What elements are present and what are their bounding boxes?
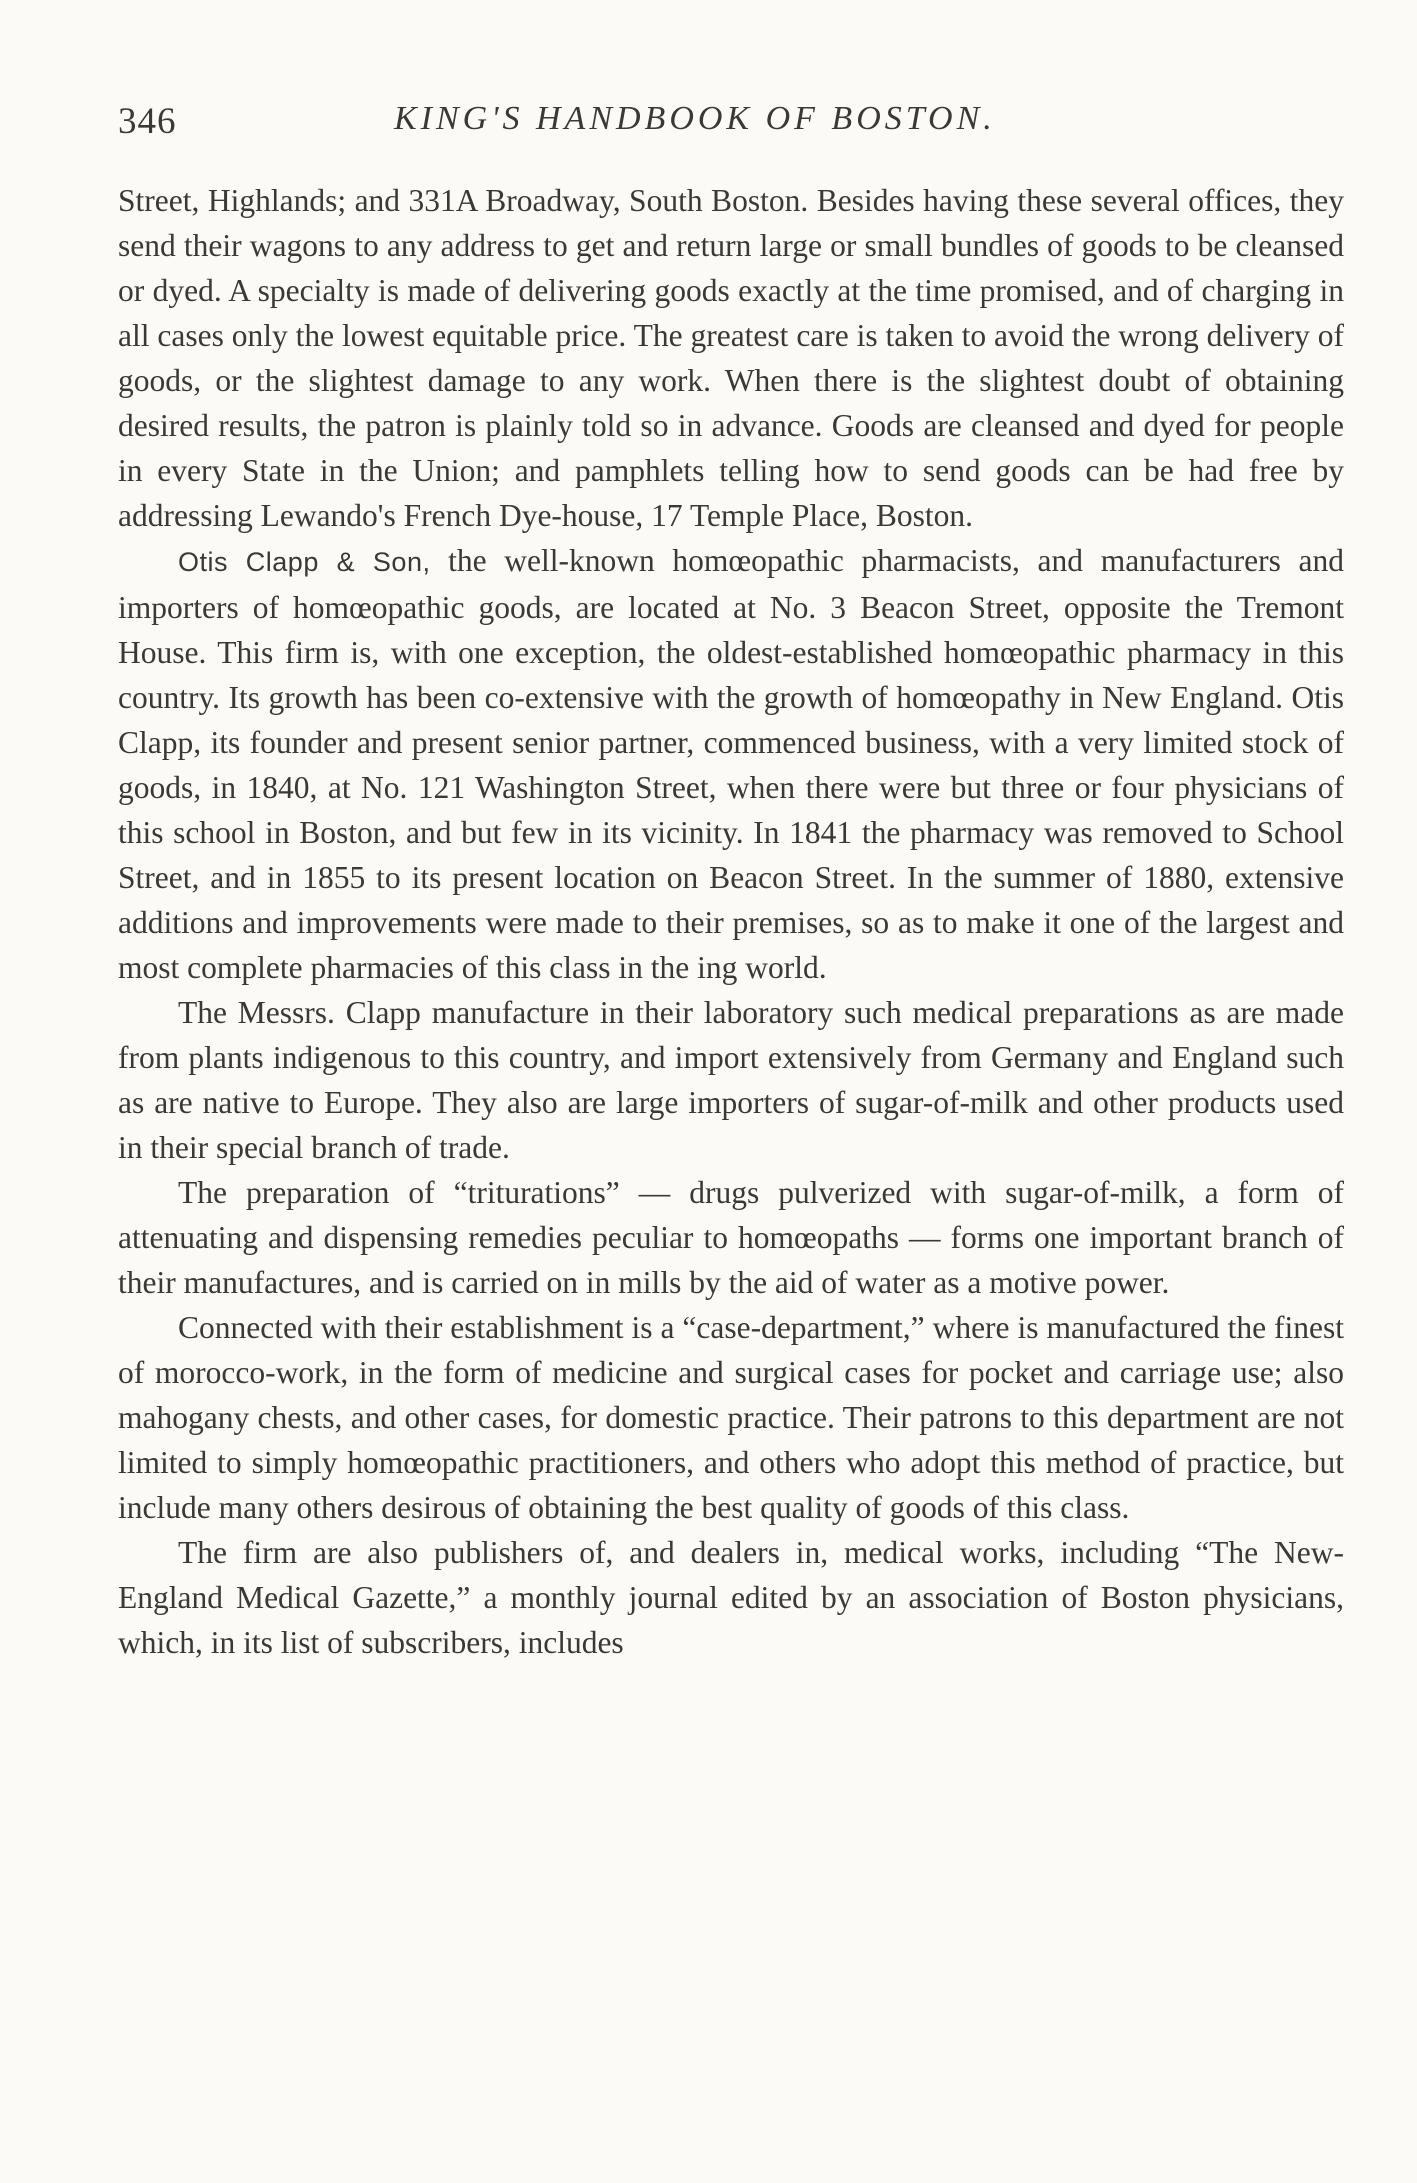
running-head bbox=[118, 100, 1344, 160]
book-title: KING'S HANDBOOK OF BOSTON. bbox=[394, 100, 996, 137]
page-number: 346 bbox=[118, 101, 177, 142]
paragraph-otis-clapp-text: the well-known homœopathic pharmacists, and manufacturers and importers of homœopathic goods, are located at No. 3 Beacon Street, opposite the Tremont House. This firm is, with one exception, the oldest-established homœopathic pharmacy in this country. Its growth has been co-extensive with the growth of homœopathy in New England. Otis Clapp, its founder and present senior partner, commenced business, with a very limited stock of goods, in 1840, at No. 121 Washington Street, when there were but three or four physicians of this school in Boston, and but few in its vicinity. In 1841 the pharmacy was removed to School Street, and in 1855 to its present location on Beacon Street. In the summer of 1880, extensive additions and improvements were made to their premises, so as to make it one of the largest and most complete pharmacies of this class in the ing world. bbox=[118, 543, 1345, 985]
paragraph-laboratory: The Messrs. Clapp manufacture in their laboratory such medical preparations as are made from plants indigenous to this country, and import extensively from Germany and England such as are native to Europe. They also are large importers of sugar-of-milk and other products used in their special branch of trade. bbox=[118, 995, 1344, 1165]
paragraph-publishers: The firm are also publishers of, and dealers in, medical works, including “The New-England Medical Gazette,” a monthly journal edited by an association of Boston physicians, which, in its list of subscribers, includes bbox=[118, 1535, 1344, 1660]
paragraph-triturations: The preparation of “triturations” — drugs pulverized with sugar-of-milk, a form of attenuating and dispensing remedies peculiar to homœopaths — forms one important branch of their manufactures, and is carried on in mills by the aid of water as a motive power. bbox=[118, 1175, 1344, 1300]
paragraph-case-department: Connected with their establishment is a “case-department,” where is manufactured the finest of morocco-work, in the form of medicine and surgical cases for pocket and carriage use; also mahogany chests, and other cases, for domestic practice. Their patrons to this department are not limited to simply homœopathic practitioners, and others who adopt this method of practice, but include many others desirous of obtaining the best quality of goods of this class. bbox=[118, 1310, 1344, 1525]
paragraph-otis-clapp bbox=[118, 538, 1344, 990]
paragraph-continuation: Street, Highlands; and 331A Broadway, South Boston. Besides having these several offices, they send their wagons to any address to get and return large or small bundles of goods to be cleansed or dyed. A specialty is made of delivering goods exactly at the time promised, and of charging in all cases only the lowest equitable price. The greatest care is taken to avoid the wrong delivery of goods, or the slightest damage to any work. When there is the slightest doubt of obtaining desired results, the patron is plainly told so in advance. Goods are cleansed and dyed for people in every State in the Union; and pamphlets telling how to send goods can be had free by addressing Lewando's French Dye-house, 17 Temple Place, Boston. bbox=[118, 183, 1344, 533]
book-page bbox=[118, 100, 1344, 1665]
body-text bbox=[118, 178, 1344, 1665]
firm-name: Otis Clapp & Son, bbox=[178, 547, 431, 577]
